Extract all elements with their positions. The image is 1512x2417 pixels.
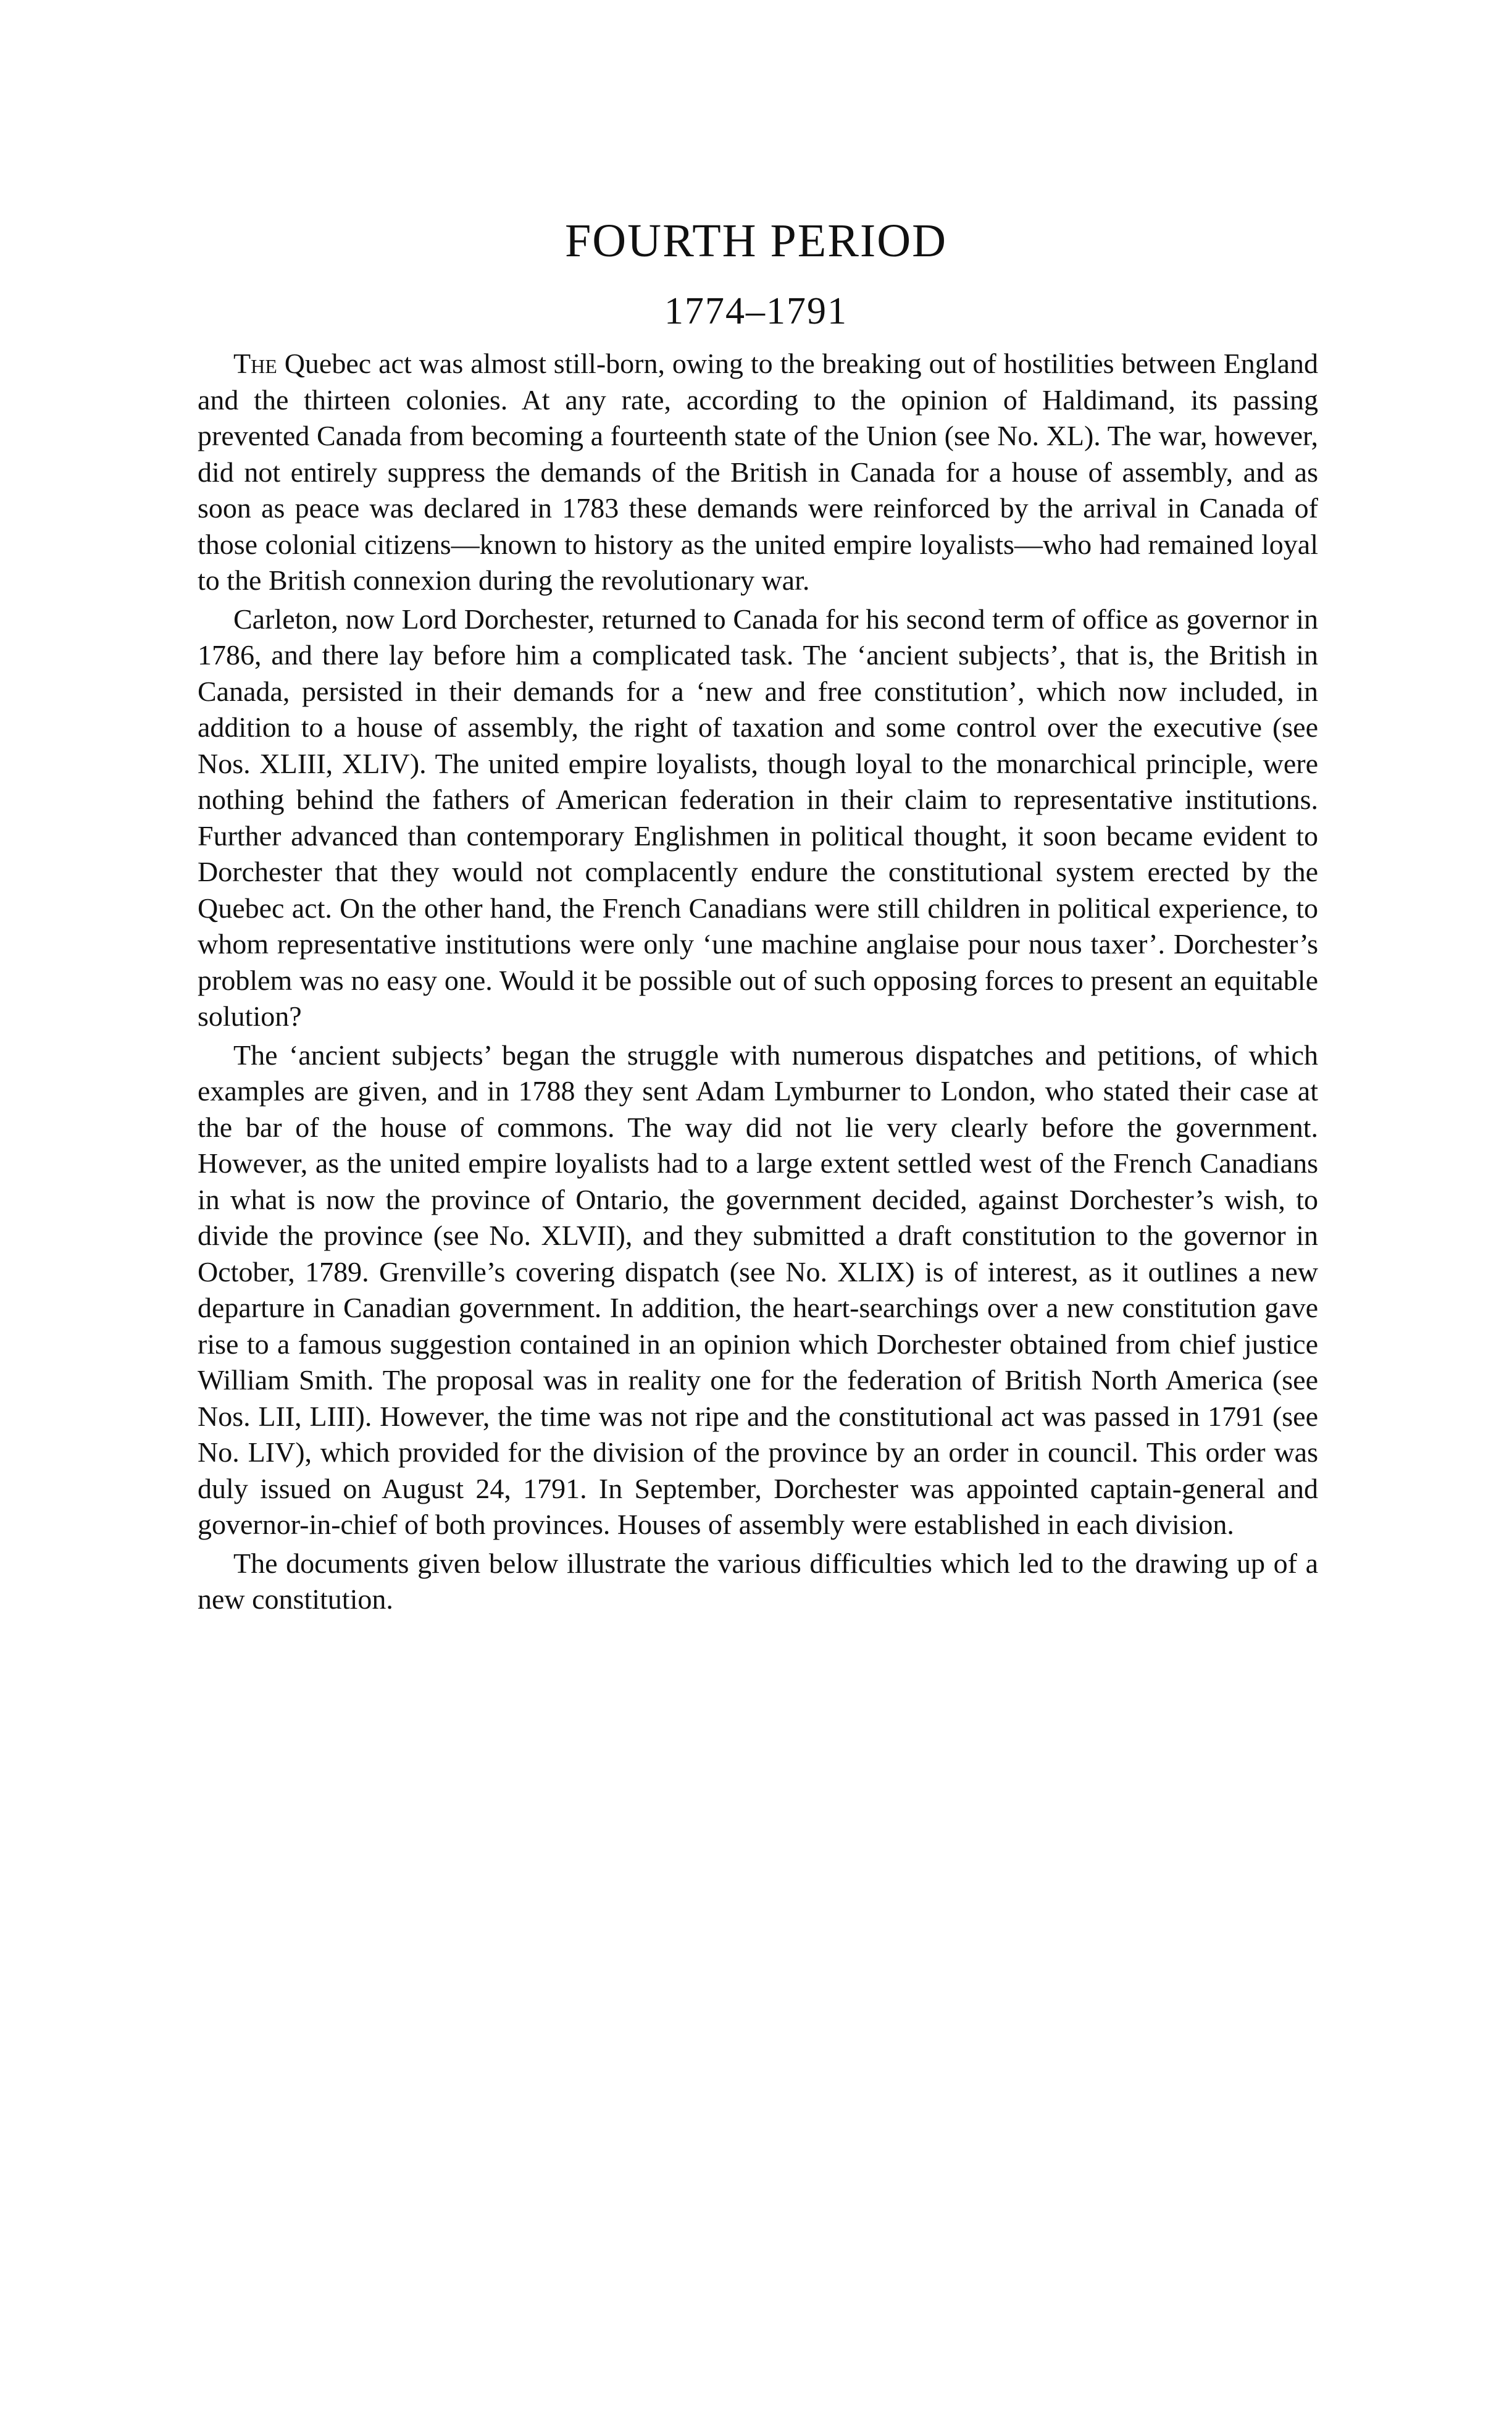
paragraph <box>198 346 1318 599</box>
paragraph-text: The documents given below illustrate the various difficulties which led to the drawing up of a new constitution. <box>198 1547 1318 1615</box>
paragraph-text: Quebec act was almost still-born, owing to the breaking out of hostilities between England and the thirteen colonies. At any rate, according to the opinion of Haldimand, its passing prevented Canada from becoming a fourteenth state of the Union (see No. XL). The war, however, did not entirely suppress the demands of the British in Canada for a house of assembly, and as soon as peace was declared in 1783 these demands were reinforced by the arrival in Canada of those colonial citizens—known to history as the united empire loyalists—who had remained loyal to the British connexion during the revolutionary war. <box>198 348 1318 596</box>
paragraph <box>198 601 1318 1035</box>
period-dates: 1774–1791 <box>664 290 848 332</box>
paragraph-text: The ‘ancient subjects’ began the struggle with numerous dispatches and petitions, of which examples are given, and in 1788 they sent Adam Lymburner to London, who stated their case at the bar of the house of commons. The way did not lie very clearly before the government. However, as the united empire loyalists had to a large extent settled west of the French Canadians in what is now the province of Ontario, the government decided, against Dorchester’s wish, to divide the province (see No. XLVII), and they submitted a draft constitution to the governor in October, 1789. Grenville’s covering dispatch (see No. XLIX) is of interest, as it outlines a new departure in Canadian government. In addition, the heart-searchings over a new constitution gave rise to a famous suggestion contained in an opinion which Dorchester obtained from chief justice William Smith. The proposal was in reality one for the federation of British North America (see Nos. LII, LIII). However, the time was not ripe and the constitutional act was passed in 1791 (see No. LIV), which provided for the division of the province by an order in council. This order was duly issued on August 24, 1791. In September, Dorchester was appointed captain-general and governor-in-chief of both provinces. Houses of assembly were established in each division. <box>198 1039 1318 1540</box>
paragraph-text: Carleton, now Lord Dorchester, returned to Canada for his second term of office as governor in 1786, and there lay before him a complicated task. The ‘ancient subjects’, that is, the British in Canada, persisted in their demands for a ‘new and free constitution’, which now included, in addition to a house of assembly, the right of taxation and some control over the executive (see Nos. XLIII, XLIV). The united empire loyalists, though loyal to the monarchical principle, were nothing behind the fathers of American federation in their claim to representative institutions. Further advanced than contemporary Englishmen in political thought, it soon became evident to Dorchester that they would not complacently endure the constitutional system erected by the Quebec act. On the other hand, the French Canadians were still children in political experience, to whom representative institutions were only ‘une machine anglaise pour nous taxer’. Dorchester’s problem was no easy one. Would it be possible out of such opposing forces to present an equitable solution? <box>198 603 1318 1032</box>
paragraph <box>198 1037 1318 1543</box>
page-title: FOURTH PERIOD <box>565 215 947 267</box>
paragraph <box>198 1546 1318 1618</box>
body-text <box>198 346 1318 1618</box>
lead-word: The <box>233 348 277 379</box>
